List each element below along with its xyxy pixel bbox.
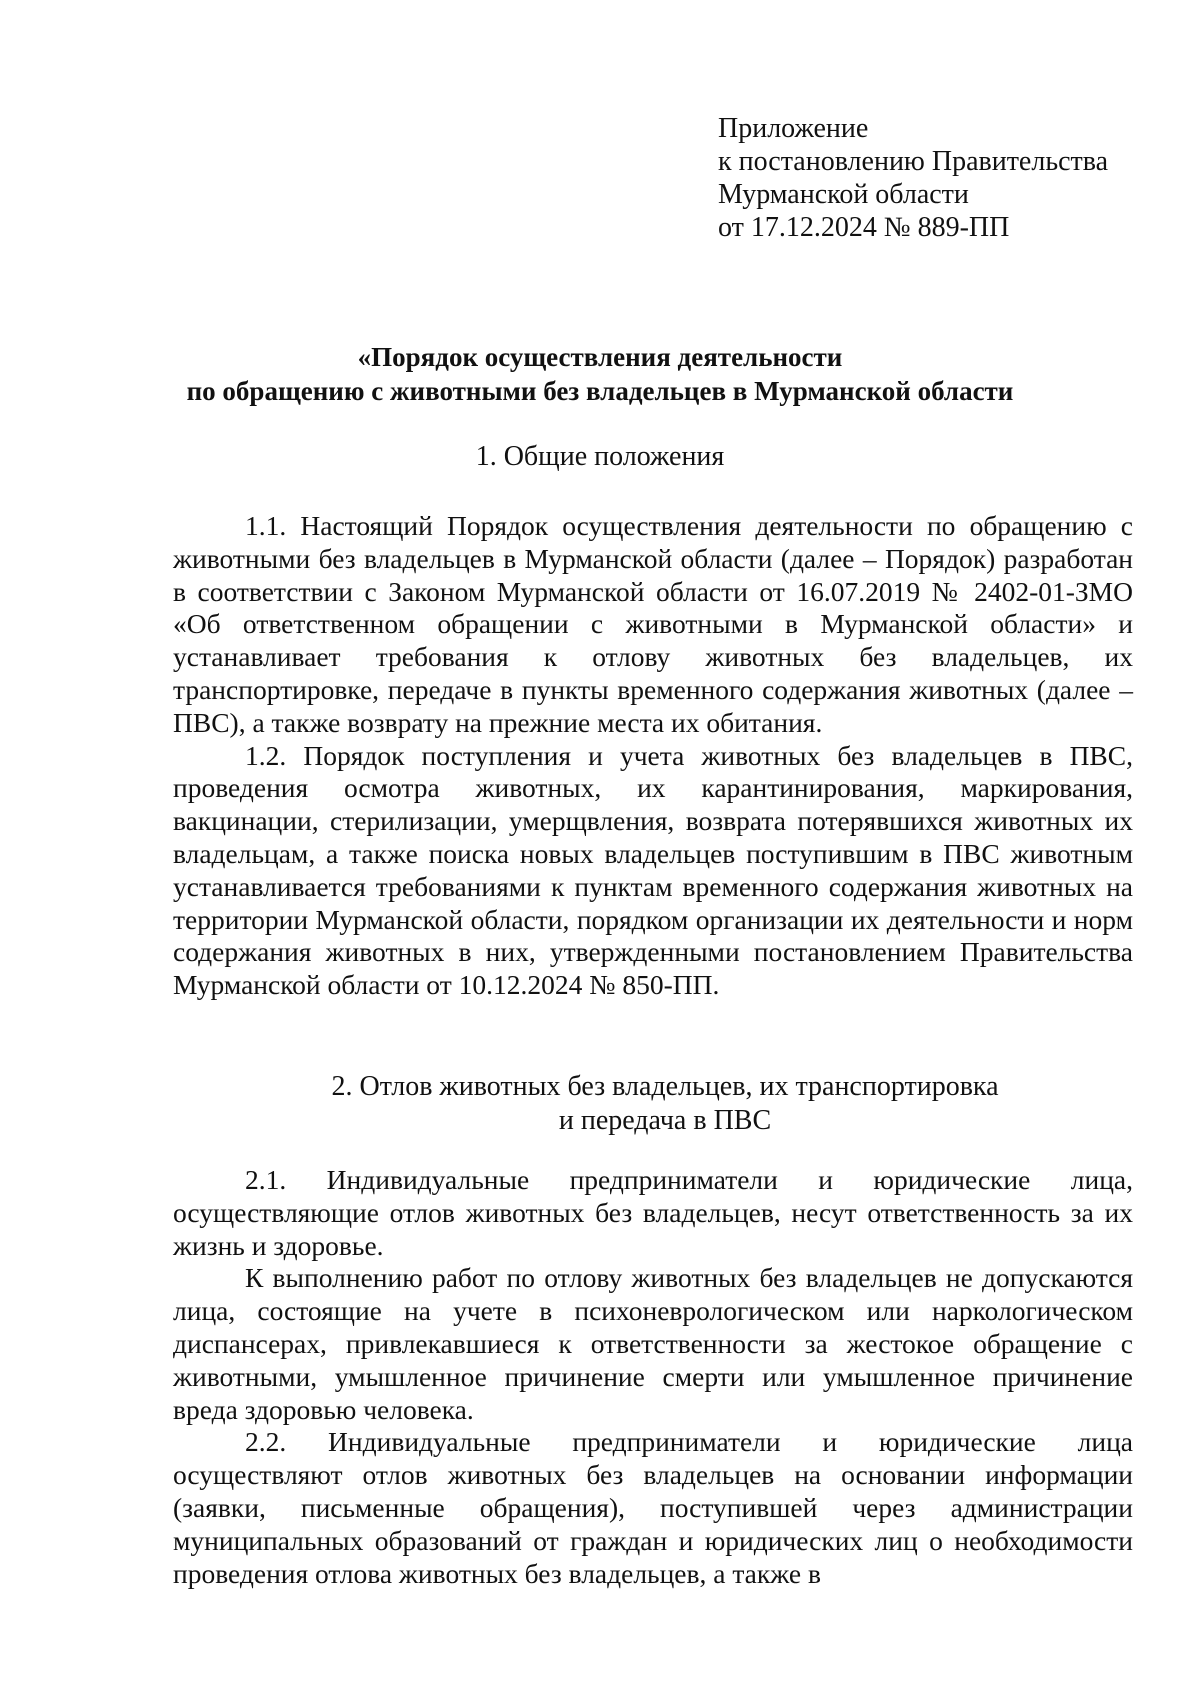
appendix-line: от 17.12.2024 № 889-ПП — [718, 212, 1010, 243]
section-1-body — [173, 510, 1133, 1002]
section-heading-line: и передача в ПВС — [558, 1105, 772, 1136]
paragraph-1-2: 1.2. Порядок поступления и учета животных без владельцев в ПВС, проведения осмотра животных, их карантинирования, маркирования, вакцинации, стерилизации, умерщвления, возврата потерявшихся животных их владельцам, а также поиска новых владельцев поступившим в ПВС животным устанавливается требованиями к пунктам временного содержания животных на территории Мурманской области, порядком организации их деятельности и норм содержания животных в них, утвержденными постановлением Правительства Мурманской области от 10.12.2024 № 850-ПП. — [173, 739, 1133, 1001]
section-heading-line: 2. Отлов животных без владельцев, их транспортировка — [331, 1071, 999, 1102]
paragraph-2-1: 2.1. Индивидуальные предприниматели и юридические лица, осуществляющие отлов животных без владельцев, несут ответственность за их жизнь и здоровье. — [173, 1164, 1133, 1261]
section-1-heading — [0, 440, 1200, 474]
appendix-line: Мурманской области — [718, 179, 969, 210]
section-2-heading — [100, 1070, 1200, 1138]
document-title — [0, 340, 1200, 408]
paragraph-1-1: 1.1. Настоящий Порядок осуществления деятельности по обращению с животными без владельцев в Мурманской области (далее – Порядок) разработан в соответствии с Законом Мурманской области от 16.07.2019 № 2402-01-ЗМО «Об ответственном обращении с животными в Мурманской области» и устанавливает требования к отлову животных без владельцев, их транспортировке, передаче в пункты временного содержания животных (далее – ПВС), а также возврату на прежние места их обитания. — [173, 510, 1133, 738]
appendix-block — [718, 112, 1108, 244]
appendix-line: Приложение — [718, 113, 869, 144]
paragraph-2-2: 2.2. Индивидуальные предприниматели и юридические лица осуществляют отлов животных без владельцев на основании информации (заявки, письменные обращения), поступившей через администрации муниципальных образований от граждан и юридических лиц о необходимости проведения отлова животных без владельцев, а также в — [173, 1426, 1133, 1589]
appendix-line: к постановлению Правительства — [718, 146, 1109, 177]
section-2-body — [173, 1164, 1133, 1590]
paragraph-2-1-cont: К выполнению работ по отлову животных без владельцев не допускаются лица, состоящие на учете в психоневрологическом или наркологическом диспансерах, привлекавшиеся к ответственности за жестокое обращение с животными, умышленное причинение смерти или умышленное причинение вреда здоровью человека. — [173, 1262, 1133, 1425]
title-line: по обращению с животными без владельцев в Мурманской области — [186, 376, 1014, 406]
section-heading-text: 1. Общие положения — [475, 441, 725, 472]
title-line: «Порядок осуществления деятельности — [357, 342, 843, 372]
